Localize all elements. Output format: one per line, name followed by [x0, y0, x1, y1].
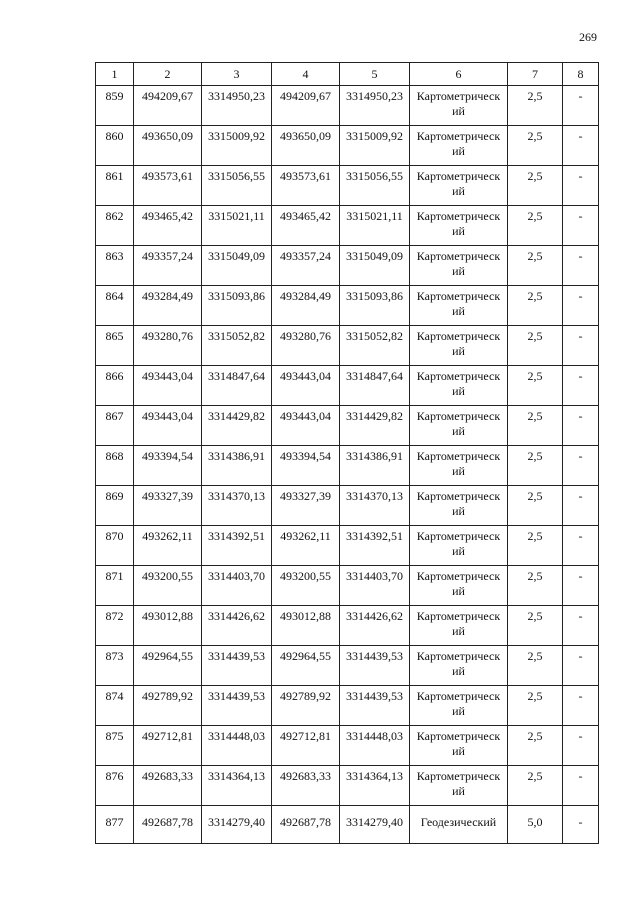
table-cell: 2,5	[508, 766, 563, 806]
table-cell: Картометрическ ий	[410, 486, 508, 526]
table-cell: 870	[96, 526, 134, 566]
table-cell: 3314392,51	[340, 526, 410, 566]
column-header: 4	[272, 63, 340, 86]
table-cell: 2,5	[508, 126, 563, 166]
table-cell: 861	[96, 166, 134, 206]
table-cell: 493327,39	[134, 486, 202, 526]
table-cell: 493327,39	[272, 486, 340, 526]
table-cell: 493465,42	[134, 206, 202, 246]
table-row	[96, 766, 599, 806]
table-cell: Картометрическ ий	[410, 206, 508, 246]
table-cell: Картометрическ ий	[410, 646, 508, 686]
table-cell: 493357,24	[272, 246, 340, 286]
table-cell: Картометрическ ий	[410, 366, 508, 406]
table-cell: Картометрическ ий	[410, 86, 508, 126]
column-header: 6	[410, 63, 508, 86]
table-cell: 493443,04	[134, 406, 202, 446]
table-cell: 492712,81	[134, 726, 202, 766]
table-cell: 2,5	[508, 486, 563, 526]
table-cell: -	[563, 326, 599, 366]
column-header: 5	[340, 63, 410, 86]
table-cell: Картометрическ ий	[410, 286, 508, 326]
table-cell: 3314370,13	[340, 486, 410, 526]
table-cell: 3314279,40	[202, 806, 272, 844]
table-cell: 3315052,82	[202, 326, 272, 366]
table-cell: 2,5	[508, 406, 563, 446]
table-cell: 3315052,82	[340, 326, 410, 366]
table-cell: Картометрическ ий	[410, 686, 508, 726]
table-cell: 3314439,53	[340, 686, 410, 726]
table-cell: 494209,67	[134, 86, 202, 126]
table-cell: 493200,55	[134, 566, 202, 606]
table-cell: 860	[96, 126, 134, 166]
table-cell: 3315049,09	[202, 246, 272, 286]
table-row	[96, 486, 599, 526]
table-cell: 872	[96, 606, 134, 646]
table-cell: 3314429,82	[340, 406, 410, 446]
table-cell: 3314847,64	[340, 366, 410, 406]
table-cell: 3314426,62	[202, 606, 272, 646]
table-cell: -	[563, 86, 599, 126]
table-cell: 3315093,86	[202, 286, 272, 326]
table-cell: 493200,55	[272, 566, 340, 606]
table-cell: 492687,78	[134, 806, 202, 844]
table-row	[96, 726, 599, 766]
table-cell: 493357,24	[134, 246, 202, 286]
table-cell: 493394,54	[272, 446, 340, 486]
table-cell: 2,5	[508, 646, 563, 686]
table-cell: 866	[96, 366, 134, 406]
table-cell: Картометрическ ий	[410, 326, 508, 366]
column-header: 3	[202, 63, 272, 86]
table-cell: 492789,92	[272, 686, 340, 726]
table-cell: 2,5	[508, 446, 563, 486]
table-cell: 492683,33	[134, 766, 202, 806]
page-number: 269	[579, 30, 597, 44]
table-row	[96, 286, 599, 326]
table-cell: 871	[96, 566, 134, 606]
table-cell: Картометрическ ий	[410, 406, 508, 446]
table-cell: -	[563, 246, 599, 286]
table-cell: 3314448,03	[202, 726, 272, 766]
table-cell: -	[563, 646, 599, 686]
table-cell: 2,5	[508, 686, 563, 726]
table-cell: 2,5	[508, 726, 563, 766]
table-cell: 863	[96, 246, 134, 286]
table-cell: 3315056,55	[202, 166, 272, 206]
table-cell: 2,5	[508, 606, 563, 646]
column-header: 2	[134, 63, 202, 86]
table-row	[96, 606, 599, 646]
table-row	[96, 246, 599, 286]
table-row	[96, 646, 599, 686]
table-cell: -	[563, 486, 599, 526]
table-cell: 3314950,23	[202, 86, 272, 126]
table-cell: 3315056,55	[340, 166, 410, 206]
table-cell: 868	[96, 446, 134, 486]
table-cell: Картометрическ ий	[410, 246, 508, 286]
table-cell: 2,5	[508, 206, 563, 246]
table-cell: 877	[96, 806, 134, 844]
table-cell: 493443,04	[134, 366, 202, 406]
table-row	[96, 326, 599, 366]
table-cell: -	[563, 606, 599, 646]
table-cell: 3314950,23	[340, 86, 410, 126]
table-cell: 873	[96, 646, 134, 686]
table-row	[96, 126, 599, 166]
table-cell: -	[563, 526, 599, 566]
table-cell: -	[563, 766, 599, 806]
table-cell: -	[563, 126, 599, 166]
table-cell: 493394,54	[134, 446, 202, 486]
table-cell: -	[563, 566, 599, 606]
table-cell: 492712,81	[272, 726, 340, 766]
table-row	[96, 526, 599, 566]
table-cell: 493284,49	[272, 286, 340, 326]
table-cell: Картометрическ ий	[410, 606, 508, 646]
table-row	[96, 806, 599, 844]
table-cell: 3314403,70	[340, 566, 410, 606]
table-cell: 5,0	[508, 806, 563, 844]
column-header: 1	[96, 63, 134, 86]
table-cell: 865	[96, 326, 134, 366]
table-cell: 493012,88	[134, 606, 202, 646]
table-cell: 492683,33	[272, 766, 340, 806]
table-cell: 3314386,91	[202, 446, 272, 486]
table-cell: 492789,92	[134, 686, 202, 726]
table-row	[96, 86, 599, 126]
table-row	[96, 206, 599, 246]
table-cell: 2,5	[508, 286, 563, 326]
table-cell: 3314403,70	[202, 566, 272, 606]
coordinates-table	[95, 62, 599, 844]
table-cell: 3315021,11	[202, 206, 272, 246]
table-cell: 3315093,86	[340, 286, 410, 326]
table-cell: 3315049,09	[340, 246, 410, 286]
table-cell: 864	[96, 286, 134, 326]
table-cell: 494209,67	[272, 86, 340, 126]
table-row	[96, 166, 599, 206]
table-cell: -	[563, 686, 599, 726]
table-cell: 492964,55	[134, 646, 202, 686]
table-cell: 3314439,53	[340, 646, 410, 686]
table-cell: 3315009,92	[340, 126, 410, 166]
table-cell: 493280,76	[134, 326, 202, 366]
table-cell: 2,5	[508, 566, 563, 606]
table-cell: 493262,11	[134, 526, 202, 566]
column-header: 7	[508, 63, 563, 86]
table-cell: 862	[96, 206, 134, 246]
table-cell: 867	[96, 406, 134, 446]
table-cell: Геодезический	[410, 806, 508, 844]
table-cell: Картометрическ ий	[410, 166, 508, 206]
column-header: 8	[563, 63, 599, 86]
table-cell: Картометрическ ий	[410, 526, 508, 566]
table-row	[96, 406, 599, 446]
table-cell: Картометрическ ий	[410, 726, 508, 766]
table-cell: 3314448,03	[340, 726, 410, 766]
table-cell: 2,5	[508, 86, 563, 126]
table-cell: 492687,78	[272, 806, 340, 844]
table-cell: -	[563, 166, 599, 206]
table-cell: 3314386,91	[340, 446, 410, 486]
table-cell: 859	[96, 86, 134, 126]
table-cell: 493443,04	[272, 366, 340, 406]
table-cell: -	[563, 726, 599, 766]
table-cell: 3314439,53	[202, 646, 272, 686]
table-cell: -	[563, 806, 599, 844]
table-cell: 869	[96, 486, 134, 526]
table-cell: 492964,55	[272, 646, 340, 686]
table-cell: 875	[96, 726, 134, 766]
table-cell: -	[563, 446, 599, 486]
table-cell: 493262,11	[272, 526, 340, 566]
table-row	[96, 566, 599, 606]
table-cell: 493573,61	[134, 166, 202, 206]
table-cell: 493650,09	[134, 126, 202, 166]
table-cell: 3314429,82	[202, 406, 272, 446]
table-cell: 3315021,11	[340, 206, 410, 246]
table-cell: 2,5	[508, 526, 563, 566]
table-cell: 2,5	[508, 326, 563, 366]
table-cell: 493443,04	[272, 406, 340, 446]
table-cell: 2,5	[508, 166, 563, 206]
table-body	[96, 86, 599, 844]
table-header-row	[96, 63, 599, 86]
table-cell: 2,5	[508, 246, 563, 286]
table-cell: 3314426,62	[340, 606, 410, 646]
table-row	[96, 366, 599, 406]
table-cell: 874	[96, 686, 134, 726]
table-cell: 3314847,64	[202, 366, 272, 406]
table-cell: 3314364,13	[202, 766, 272, 806]
table-cell: 493284,49	[134, 286, 202, 326]
table-cell: 876	[96, 766, 134, 806]
table-cell: 3314279,40	[340, 806, 410, 844]
table-cell: 493012,88	[272, 606, 340, 646]
table-row	[96, 446, 599, 486]
table-cell: -	[563, 286, 599, 326]
table-cell: -	[563, 206, 599, 246]
table-cell: -	[563, 406, 599, 446]
table-cell: 2,5	[508, 366, 563, 406]
table-cell: -	[563, 366, 599, 406]
table-cell: Картометрическ ий	[410, 566, 508, 606]
table-cell: 493280,76	[272, 326, 340, 366]
table-cell: 3315009,92	[202, 126, 272, 166]
table-cell: Картометрическ ий	[410, 766, 508, 806]
table-row	[96, 686, 599, 726]
table-cell: 3314364,13	[340, 766, 410, 806]
table-cell: 493465,42	[272, 206, 340, 246]
table-cell: 3314392,51	[202, 526, 272, 566]
table-cell: Картометрическ ий	[410, 126, 508, 166]
table-cell: 493573,61	[272, 166, 340, 206]
table-cell: 3314370,13	[202, 486, 272, 526]
table-cell: 493650,09	[272, 126, 340, 166]
table-cell: 3314439,53	[202, 686, 272, 726]
table-cell: Картометрическ ий	[410, 446, 508, 486]
